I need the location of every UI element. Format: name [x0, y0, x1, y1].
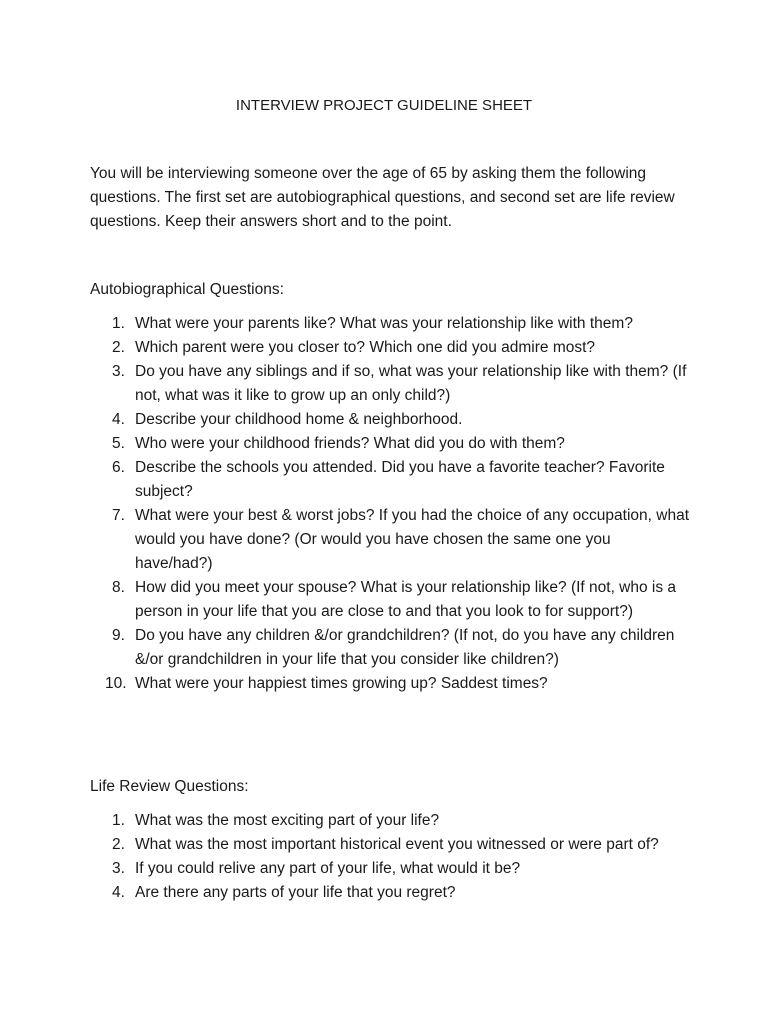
- list-item: [90, 576, 690, 624]
- item-number: 8.: [112, 579, 125, 596]
- item-number: 10.: [105, 675, 127, 692]
- item-number: 6.: [112, 459, 125, 476]
- question-text: What was the most important historical event you witnessed or were part of?: [135, 836, 659, 853]
- document-title: INTERVIEW PROJECT GUIDELINE SHEET: [235, 97, 533, 114]
- intro-paragraph: You will be interviewing someone over the age of 65 by asking them the following questions. The first set are autobiographical questions, and second set are life review questions. Keep their answers short and to the point.: [90, 165, 675, 230]
- question-text: Describe your childhood home & neighborhood.: [135, 411, 463, 428]
- list-item: [90, 336, 690, 360]
- item-number: 2.: [112, 339, 125, 356]
- question-text: What was the most exciting part of your life?: [135, 812, 440, 829]
- list-item: [90, 881, 690, 905]
- item-number: 3.: [112, 363, 125, 380]
- question-text: How did you meet your spouse? What is your relationship like? (If not, who is a person in your life that you are close to and that you look to for support?): [135, 579, 677, 620]
- question-text: Do you have any children &/or grandchildren? (If not, do you have any children &/or grandchildren in your life that you consider like children?): [135, 627, 675, 668]
- question-text: Do you have any siblings and if so, what was your relationship like with them? (If not, what was it like to grow up an only child?): [135, 363, 687, 404]
- item-number: 4.: [112, 411, 125, 428]
- list-item: [90, 809, 690, 833]
- autobiographical-heading: Autobiographical Questions:: [90, 281, 284, 298]
- list-item: [90, 408, 690, 432]
- list-item: [90, 456, 690, 504]
- item-number: 1.: [112, 315, 125, 332]
- life-review-question-list: [90, 809, 690, 905]
- item-number: 7.: [112, 507, 125, 524]
- autobiographical-question-list: [90, 312, 690, 696]
- item-number: 9.: [112, 627, 125, 644]
- question-text: Describe the schools you attended. Did you have a favorite teacher? Favorite subject?: [135, 459, 665, 500]
- item-number: 3.: [112, 860, 125, 877]
- question-text: Who were your childhood friends? What did you do with them?: [135, 435, 565, 452]
- list-item: [90, 833, 690, 857]
- item-number: 5.: [112, 435, 125, 452]
- question-text: What were your happiest times growing up? Saddest times?: [135, 675, 548, 692]
- list-item: [90, 312, 690, 336]
- list-item: [90, 672, 690, 696]
- list-item: [90, 857, 690, 881]
- item-number: 4.: [112, 884, 125, 901]
- list-item: [90, 360, 690, 408]
- list-item: [90, 624, 690, 672]
- item-number: 2.: [112, 836, 125, 853]
- question-text: Which parent were you closer to? Which one did you admire most?: [135, 339, 596, 356]
- question-text: If you could relive any part of your life, what would it be?: [135, 860, 521, 877]
- list-item: [90, 504, 690, 576]
- question-text: Are there any parts of your life that you regret?: [135, 884, 456, 901]
- question-text: What were your best & worst jobs? If you had the choice of any occupation, what would you have done? (Or would you have chosen the same one you have/had?): [135, 507, 689, 572]
- life-review-heading: Life Review Questions:: [90, 778, 249, 795]
- list-item: [90, 432, 690, 456]
- question-text: What were your parents like? What was your relationship like with them?: [135, 315, 633, 332]
- item-number: 1.: [112, 812, 125, 829]
